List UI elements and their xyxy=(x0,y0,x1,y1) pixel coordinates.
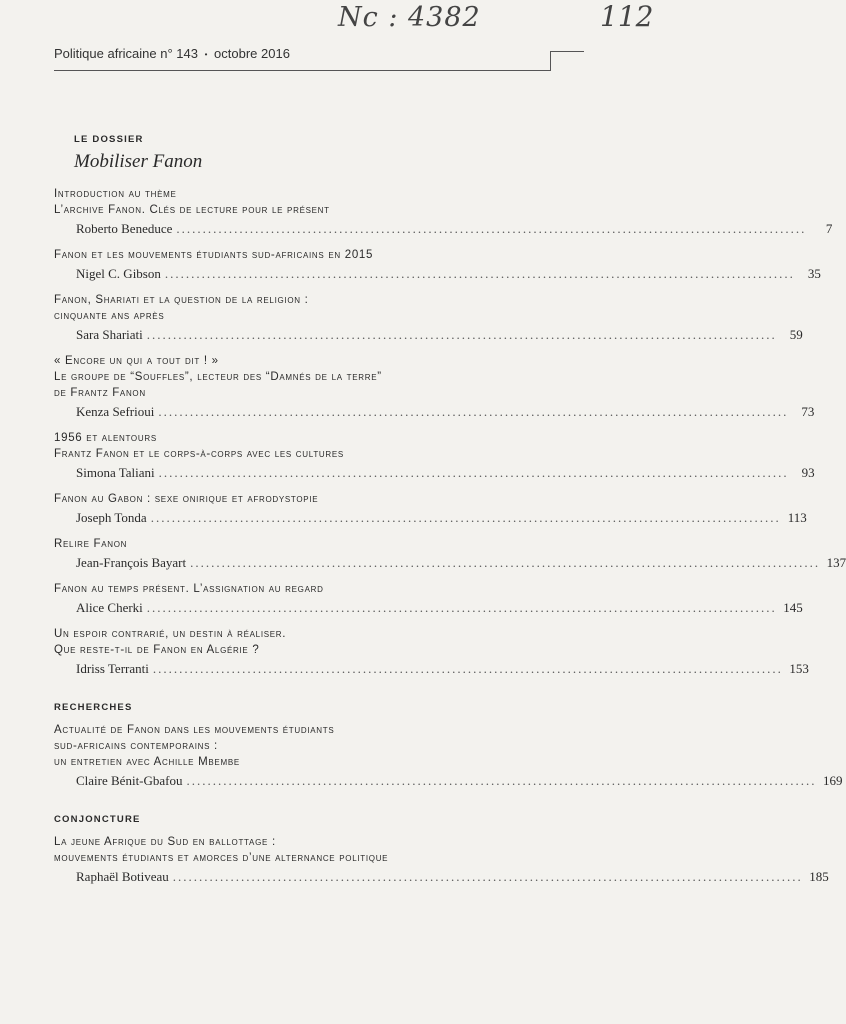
entry-title: Un espoir contrarié, un destin à réaliser. xyxy=(54,628,287,640)
handwritten-reference: Nc : 4382 xyxy=(338,2,481,33)
leader-dots: ........................................................................................................................ xyxy=(158,465,789,480)
author-line xyxy=(76,599,803,617)
toc-entry xyxy=(54,834,829,886)
entry-title: de Frantz Fanon xyxy=(54,387,146,399)
header-rule-corner xyxy=(550,51,551,71)
toc-entry xyxy=(54,430,815,482)
leader-dots: ........................................................................................................................ xyxy=(158,404,789,419)
table-of-contents xyxy=(54,132,846,895)
toc-entry xyxy=(54,536,846,572)
entry-title: Fanon, Shariati et la question de la religion : xyxy=(54,294,309,306)
conjoncture-entries xyxy=(54,834,829,886)
entry-author: Jean-François Bayart xyxy=(76,555,187,570)
entry-author: Raphaël Botiveau xyxy=(76,869,169,884)
issue-date: octobre 2016 xyxy=(214,46,290,61)
author-line xyxy=(76,772,843,790)
entry-page-number: 35 xyxy=(807,266,821,281)
toc-entry xyxy=(54,247,821,283)
entry-page-number: 153 xyxy=(789,661,809,676)
toc-entry xyxy=(54,353,815,421)
header-rule-tab xyxy=(550,51,584,52)
entry-author: Roberto Beneduce xyxy=(76,221,173,236)
toc-entry xyxy=(54,626,809,678)
entry-page-number: 169 xyxy=(823,773,843,788)
entry-author: Nigel C. Gibson xyxy=(76,266,161,281)
entry-page-number: 73 xyxy=(801,404,815,419)
conjoncture-label: CONJONCTURE xyxy=(54,814,141,825)
header-rule xyxy=(54,70,550,71)
leader-dots: ........................................................................................................................ xyxy=(186,773,817,788)
toc-entry xyxy=(54,722,843,790)
toc-entry xyxy=(54,186,833,238)
author-line xyxy=(76,464,815,482)
author-line xyxy=(76,326,803,344)
entry-title: cinquante ans après xyxy=(54,310,165,322)
entry-author: Kenza Sefrioui xyxy=(76,404,155,419)
entry-page-number: 59 xyxy=(789,327,803,342)
entry-author: Joseph Tonda xyxy=(76,510,147,525)
entry-title: un entretien avec Achille Mbembe xyxy=(54,756,240,768)
toc-entry xyxy=(54,292,803,344)
entry-title: Fanon au temps présent. L’assignation au regard xyxy=(54,583,324,595)
entry-title: L’archive Fanon. Clés de lecture pour le présent xyxy=(54,204,330,216)
author-line xyxy=(76,509,807,527)
toc-entry xyxy=(54,581,803,617)
author-line xyxy=(76,868,829,886)
leader-dots: ........................................................................................................................ xyxy=(164,266,795,281)
entry-page-number: 113 xyxy=(787,510,807,525)
author-line xyxy=(76,660,809,678)
dossier-label: LE DOSSIER xyxy=(74,134,144,145)
entry-title: Fanon au Gabon : sexe onirique et afrodystopie xyxy=(54,493,319,505)
dossier-entries xyxy=(54,186,846,678)
entry-author: Claire Bénit-Gbafou xyxy=(76,773,183,788)
leader-dots: ........................................................................................................................ xyxy=(146,600,777,615)
author-line xyxy=(76,265,821,283)
entry-title: sud-africains contemporains : xyxy=(54,740,218,752)
recherches-entries xyxy=(54,722,843,790)
entry-author: Alice Cherki xyxy=(76,600,143,615)
author-line xyxy=(76,220,833,238)
entry-title: mouvements étudiants et amorces d’une alternance politique xyxy=(54,852,389,864)
leader-dots: ........................................................................................................................ xyxy=(150,510,781,525)
header-separator: • xyxy=(204,50,208,60)
author-line xyxy=(76,554,846,572)
handwritten-page-mark: 112 xyxy=(600,0,654,33)
entry-title: Fanon et les mouvements étudiants sud-africains en 2015 xyxy=(54,249,374,261)
entry-title: Que reste-t-il de Fanon en Algérie ? xyxy=(54,644,260,656)
entry-title: Introduction au thème xyxy=(54,188,177,200)
leader-dots: ........................................................................................................................ xyxy=(152,661,783,676)
entry-author: Sara Shariati xyxy=(76,327,143,342)
entry-page-number: 145 xyxy=(783,600,803,615)
leader-dots: ........................................................................................................................ xyxy=(176,221,807,236)
leader-dots: ........................................................................................................................ xyxy=(146,327,777,342)
entry-page-number: 7 xyxy=(825,221,833,236)
recherches-label: RECHERCHES xyxy=(54,702,133,713)
entry-title: Le groupe de “Souffles”, lecteur des “Damnés de la terre” xyxy=(54,371,382,383)
entry-title: 1956 et alentours xyxy=(54,432,157,444)
entry-title: Frantz Fanon et le corps-à-corps avec les cultures xyxy=(54,448,344,460)
entry-page-number: 185 xyxy=(809,869,829,884)
entry-title: La jeune Afrique du Sud en ballottage : xyxy=(54,836,276,848)
entry-author: Idriss Terranti xyxy=(76,661,149,676)
entry-title: Actualité de Fanon dans les mouvements étudiants xyxy=(54,724,335,736)
toc-entry xyxy=(54,491,807,527)
leader-dots: ........................................................................................................................ xyxy=(190,555,821,570)
running-header xyxy=(54,46,290,61)
dossier-title: Mobiliser Fanon xyxy=(74,151,203,172)
journal-issue: Politique africaine n° 143 xyxy=(54,46,198,61)
leader-dots: ........................................................................................................................ xyxy=(172,869,803,884)
entry-title: « Encore un qui a tout dit ! » xyxy=(54,355,219,367)
entry-page-number: 137 xyxy=(826,555,846,570)
entry-author: Simona Taliani xyxy=(76,465,155,480)
entry-title: Relire Fanon xyxy=(54,538,128,550)
author-line xyxy=(76,403,815,421)
entry-page-number: 93 xyxy=(801,465,815,480)
